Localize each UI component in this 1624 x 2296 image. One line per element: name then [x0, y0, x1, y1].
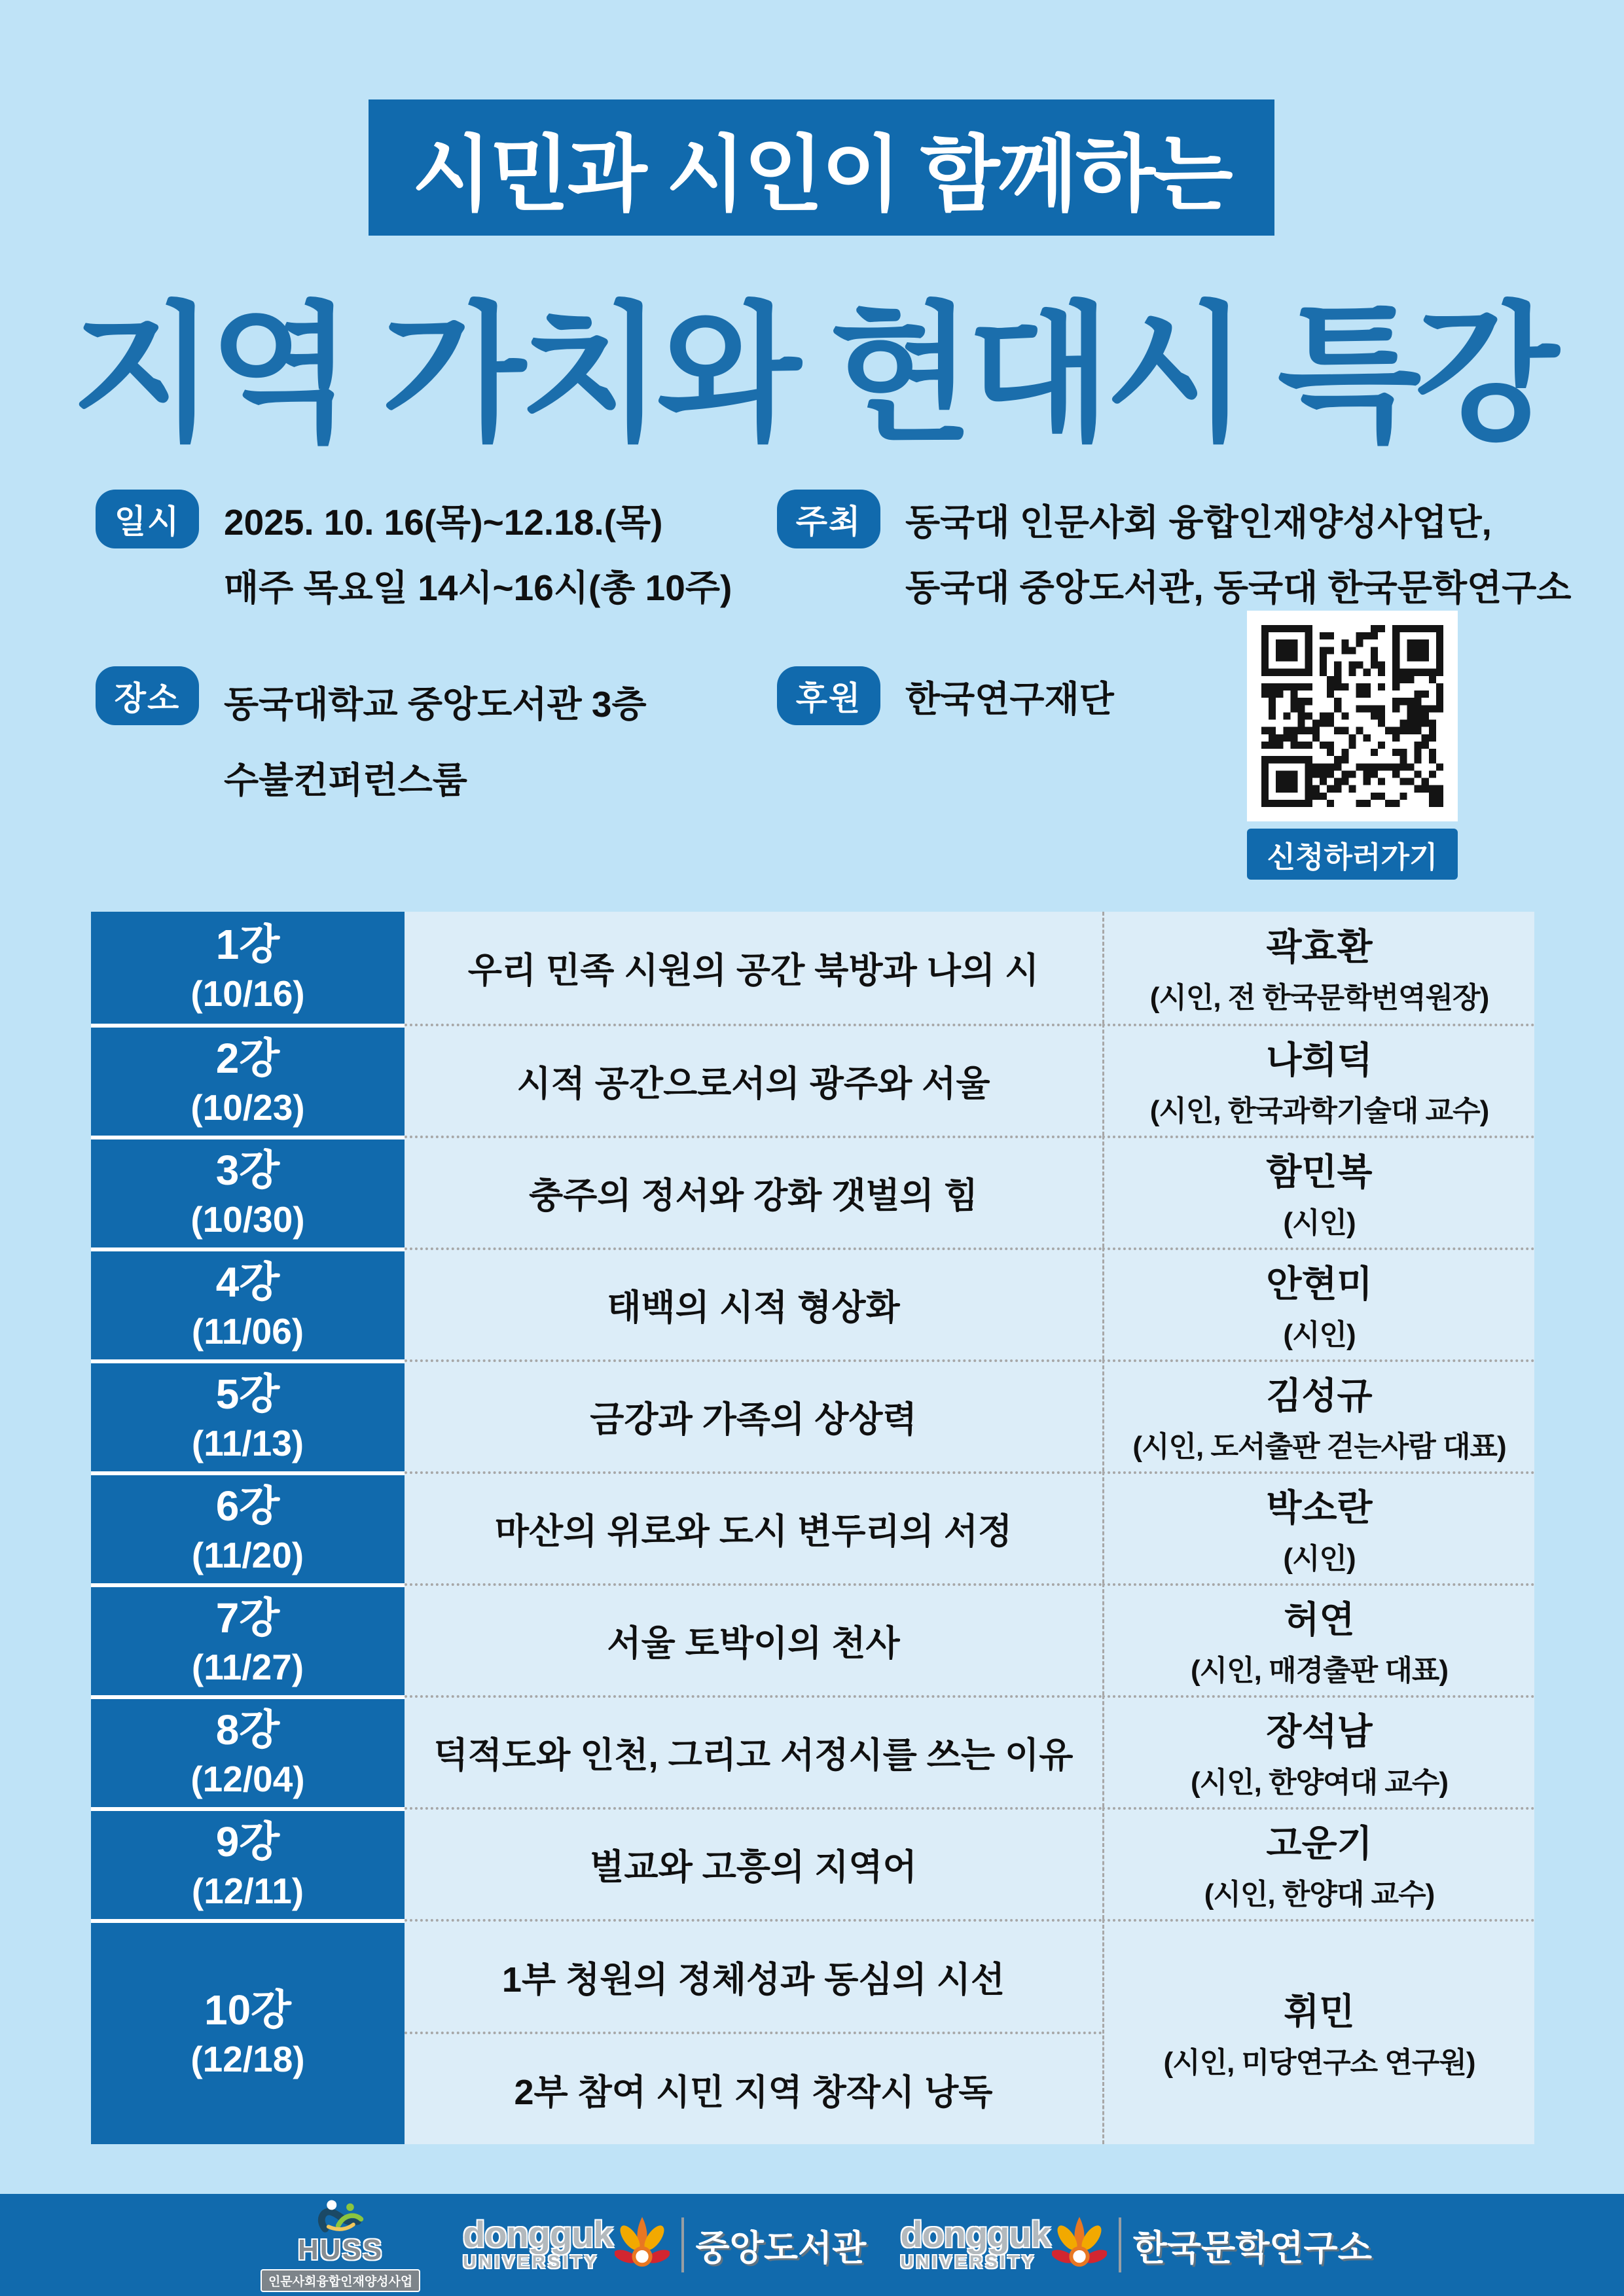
speaker-name: 허연 — [1284, 1598, 1355, 1640]
dongguk-wordmark — [463, 2214, 613, 2272]
dongguk-name: dongguk — [900, 2214, 1051, 2255]
dongguk-library-logo — [463, 2212, 866, 2278]
footer-divider — [681, 2217, 684, 2272]
session-number: 3강 — [215, 1146, 280, 1194]
dongguk-research-logo — [900, 2212, 1372, 2278]
lecture-topic-part1: 1부 청원의 정체성과 동심의 시선 — [501, 1960, 1005, 2000]
schedule-table — [91, 912, 1534, 2144]
date-line2: 매주 목요일 14시~16시(총 10주) — [224, 567, 732, 608]
speaker-cell — [1102, 1024, 1534, 1136]
date-text — [224, 490, 732, 620]
session-cell — [91, 1247, 405, 1359]
topic-cell — [405, 1359, 1102, 1471]
host-line2: 동국대 중앙도서관, 동국대 한국문학연구소 — [905, 567, 1572, 608]
schedule-row — [91, 1583, 1534, 1695]
dongguk-university-label: UNIVERSITY — [900, 2251, 1037, 2272]
speaker-affiliation: (시인, 한국과학기술대 교수) — [1149, 1094, 1489, 1127]
speaker-cell — [1102, 1359, 1534, 1471]
sponsor-line1: 한국연구재단 — [905, 679, 1114, 719]
session-cell — [91, 912, 405, 1024]
topic-cell — [405, 1247, 1102, 1359]
date-line1: 2025. 10. 16(목)~12.18.(목) — [224, 502, 663, 543]
session-date: (11/20) — [191, 1534, 304, 1575]
speaker-affiliation: (시인) — [1283, 1206, 1356, 1239]
lecture-topic: 우리 민족 시원의 공간 북방과 나의 시 — [467, 951, 1039, 990]
speaker-cell — [1102, 1583, 1534, 1695]
speaker-affiliation: (시인) — [1283, 1318, 1356, 1351]
lecture-topic: 서울 토박이의 천사 — [607, 1624, 900, 1663]
session-number: 1강 — [215, 920, 280, 968]
lecture-topic: 벌교와 고흥의 지역어 — [590, 1848, 917, 1887]
topic-cell — [405, 1807, 1102, 1919]
library-label: 중앙도서관 — [695, 2228, 867, 2268]
banner — [369, 99, 1274, 236]
dongguk-wordmark — [900, 2214, 1051, 2272]
session-number: 9강 — [215, 1818, 280, 1865]
session-number: 7강 — [215, 1594, 280, 1641]
speaker-name: 장석남 — [1266, 1710, 1373, 1752]
session-date: (10/23) — [190, 1086, 305, 1128]
session-cell — [91, 1024, 405, 1136]
session-cell — [91, 1136, 405, 1247]
speaker-affiliation: (시인, 한양여대 교수) — [1190, 1766, 1448, 1799]
footer-divider — [1119, 2217, 1121, 2272]
info-sponsor — [777, 666, 1114, 732]
session-number: 10강 — [204, 1986, 291, 2034]
speaker-cell — [1102, 1247, 1534, 1359]
sponsor-badge: 후원 — [777, 666, 880, 725]
dongguk-name: dongguk — [463, 2214, 613, 2255]
host-text — [905, 490, 1571, 620]
speaker-cell — [1102, 912, 1534, 1024]
session-cell — [91, 1583, 405, 1695]
host-badge: 주최 — [777, 490, 880, 548]
topic-cell — [405, 1024, 1102, 1136]
session-date: (10/16) — [190, 973, 305, 1014]
schedule-row — [91, 912, 1534, 1024]
info-date — [96, 490, 732, 620]
banner-text: 시민과 시인이 함께하는 — [412, 128, 1231, 221]
place-badge: 장소 — [96, 666, 199, 725]
topic-cell — [405, 1919, 1102, 2144]
session-date: (10/30) — [190, 1198, 305, 1240]
session-cell — [91, 1919, 405, 2144]
session-date: (11/06) — [191, 1310, 304, 1352]
schedule-row — [91, 1471, 1534, 1583]
qr-code-image — [1261, 625, 1443, 807]
speaker-cell — [1102, 1471, 1534, 1583]
speaker-name: 곽효환 — [1266, 925, 1373, 967]
footer — [0, 2194, 1624, 2296]
place-text — [224, 666, 647, 818]
dongguk-flower-icon — [615, 2212, 670, 2278]
session-cell — [91, 1359, 405, 1471]
huss-logo — [252, 2198, 429, 2292]
speaker-affiliation: (시인, 매경출판 대표) — [1190, 1654, 1448, 1687]
speaker-name: 박소란 — [1266, 1486, 1373, 1528]
topic-cell — [405, 1471, 1102, 1583]
page-title: 지역 가치와 현대시 특강 — [71, 292, 1553, 458]
topic-cell — [405, 1583, 1102, 1695]
schedule-row — [91, 1024, 1534, 1136]
host-line1: 동국대 인문사회 융합인재양성사업단, — [905, 502, 1492, 543]
speaker-name: 안현미 — [1266, 1263, 1373, 1304]
lecture-topic: 마산의 위로와 도시 변두리의 서정 — [494, 1512, 1013, 1551]
sponsor-text — [905, 666, 1114, 732]
speaker-affiliation: (시인) — [1283, 1542, 1356, 1575]
speaker-name: 김성규 — [1266, 1374, 1373, 1416]
speaker-affiliation: (시인, 미당연구소 연구원) — [1163, 2047, 1475, 2079]
qr-code[interactable] — [1247, 611, 1458, 821]
topic-cell — [405, 912, 1102, 1024]
topic-cell — [405, 1136, 1102, 1247]
date-badge: 일시 — [96, 490, 199, 548]
lecture-topic: 시적 공간으로서의 광주와 서울 — [516, 1064, 990, 1103]
schedule-row — [91, 1695, 1534, 1807]
lecture-topic: 태백의 시적 형상화 — [607, 1288, 900, 1327]
huss-logo-subtitle: 인문사회융합인재양성사업 — [261, 2269, 420, 2292]
schedule-row — [91, 1247, 1534, 1359]
topic-cell — [405, 1695, 1102, 1807]
session-cell — [91, 1807, 405, 1919]
session-number: 4강 — [215, 1258, 280, 1306]
session-date: (11/27) — [191, 1646, 304, 1687]
session-number: 2강 — [215, 1034, 280, 1082]
research-institute-label: 한국문학연구소 — [1132, 2228, 1372, 2268]
qr-caption-apply-link[interactable]: 신청하러가기 — [1247, 829, 1458, 880]
speaker-cell — [1102, 1919, 1534, 2144]
speaker-affiliation: (시인, 도서출판 걷는사람 대표) — [1132, 1430, 1506, 1463]
speaker-name: 함민복 — [1266, 1151, 1373, 1193]
info-place — [96, 666, 647, 818]
session-cell — [91, 1471, 405, 1583]
session-date: (12/18) — [190, 2039, 305, 2079]
dongguk-university-label: UNIVERSITY — [463, 2251, 600, 2272]
speaker-cell — [1102, 1695, 1534, 1807]
session-date: (12/11) — [191, 1870, 304, 1911]
lecture-topic: 충주의 정서와 강화 갯벌의 힘 — [529, 1176, 978, 1215]
schedule-row — [91, 1807, 1534, 1919]
session-cell — [91, 1695, 405, 1807]
schedule-row — [91, 1359, 1534, 1471]
speaker-name: 휘민 — [1284, 1991, 1355, 2032]
dongguk-flower-icon — [1052, 2212, 1107, 2278]
huss-logo-icon — [310, 2198, 370, 2236]
place-line1: 동국대학교 중앙도서관 3층 — [224, 684, 647, 725]
lecture-topic-part2: 2부 참여 시민 지역 창작시 낭독 — [514, 2072, 993, 2112]
session-date: (11/13) — [191, 1422, 304, 1463]
session-date: (12/04) — [190, 1758, 305, 1799]
lecture-topic: 덕적도와 인천, 그리고 서정시를 쓰는 이유 — [433, 1736, 1074, 1775]
schedule-row — [91, 1136, 1534, 1247]
session-number: 8강 — [215, 1706, 280, 1753]
session-number: 6강 — [215, 1482, 280, 1530]
place-line2: 수불컨퍼런스룸 — [224, 760, 467, 800]
speaker-affiliation: (시인, 전 한국문학번역원장) — [1149, 981, 1489, 1014]
speaker-name: 고운기 — [1266, 1822, 1373, 1864]
speaker-name: 나희덕 — [1266, 1039, 1373, 1081]
lecture-topic: 금강과 가족의 상상력 — [590, 1400, 917, 1439]
info-host — [777, 490, 1571, 620]
session-number: 5강 — [215, 1370, 280, 1418]
speaker-cell — [1102, 1807, 1534, 1919]
huss-logo-text: HUSS — [297, 2233, 384, 2266]
speaker-cell — [1102, 1136, 1534, 1247]
schedule-row-final — [91, 1919, 1534, 2144]
speaker-affiliation: (시인, 한양대 교수) — [1204, 1878, 1435, 1910]
